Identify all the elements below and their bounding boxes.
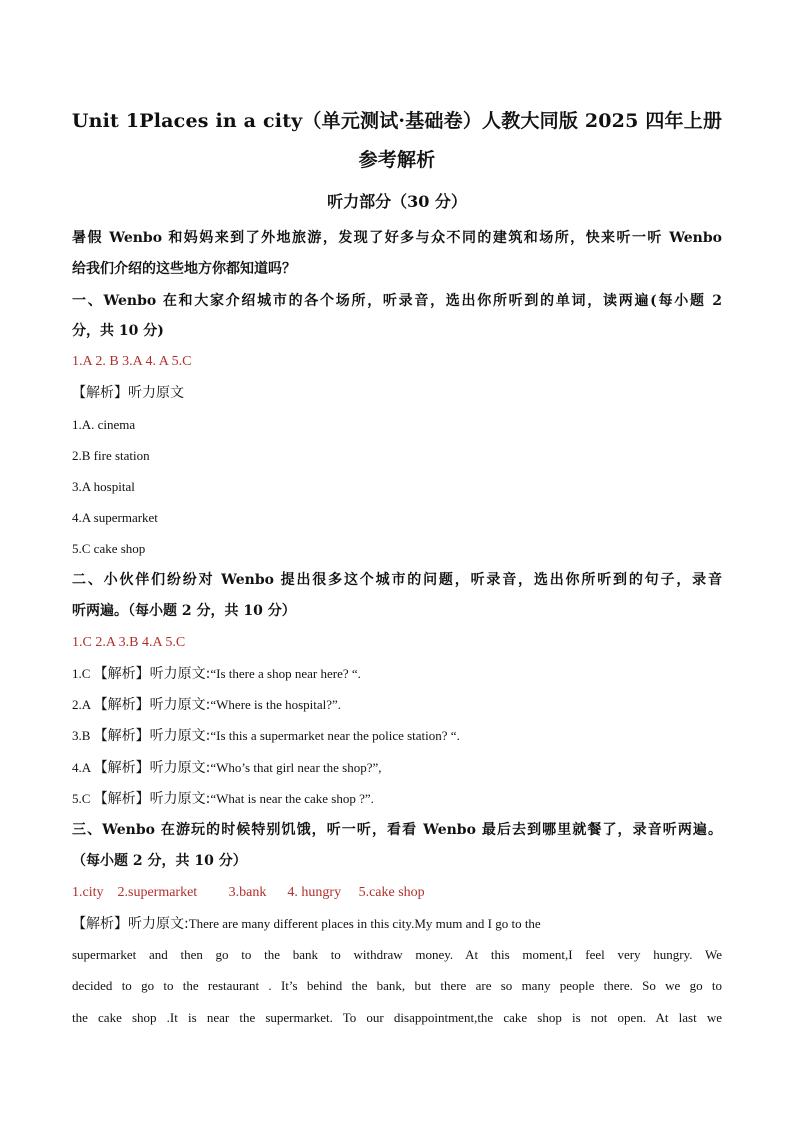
part2-item [72,759,382,777]
part3-answers: 1.city 2.supermarket 3.bank 4. hungry 5.cake shop [72,885,425,900]
document-title: Unit 1Places in a city（单元测试·基础卷）人教大同版 2025 四年上册 [71,110,723,132]
part3-heading-line-1: 三、Wenbo 在游玩的时候特别饥饿，听一听，看看 Wenbo 最后去到哪里就餐了，录音听两遍。 [72,822,722,838]
part2-answers: 1.C 2.A 3.B 4.A 5.C [72,635,186,650]
part1-analysis-label: 【解析】听力原文 [72,385,184,401]
part2-item [72,790,374,808]
part3-passage-line: supermarket and then go to the bank to withdraw money. At this moment,I feel very hungry. We [72,947,722,962]
part2-item-label: 【解析】听力原文: [93,791,211,807]
part1-item: 5.C cake shop [72,541,146,556]
part2-item-number: 2.A [72,697,94,712]
part2-item [72,665,361,683]
part1-item: 3.A hospital [72,479,135,494]
part2-item-text: “Where is the hospital?”. [210,697,342,712]
section-heading: 听力部分（30 分） [327,192,467,211]
part3-passage-text: There are many different places in this city.My mum and I go to the [188,916,541,931]
part2-item-number: 1.C [72,666,94,681]
intro-line-2: 给我们介绍的这些地方你都知道吗？ [72,261,296,277]
part2-item-number: 4.A [72,760,94,775]
part1-item: 4.A supermarket [72,510,158,525]
part1-item: 1.A. cinema [72,417,136,432]
intro-line-1: 暑假 Wenbo 和妈妈来到了外地旅游，发现了好多与众不同的建筑和场所，快来听一听 Wenbo [72,230,722,246]
part2-item-text: “Is there a shop near here? “. [210,666,361,681]
part1-item: 2.B fire station [72,448,150,463]
part1-heading-line-1: 一、Wenbo 在和大家介绍城市的各个场所，听录音，选出你所听到的单词，读两遍(每小题 2 [72,293,722,309]
part2-item [72,727,460,745]
part2-heading-line-2: 听两遍。（每小题 2 分，共 10 分） [72,603,296,619]
part2-item-number: 3.B [72,728,94,743]
part2-heading-line-1: 二、小伙伴们纷纷对 Wenbo 提出很多这个城市的问题，听录音，选出你所听到的句子，录音 [72,572,722,588]
part2-item-text: “Who’s that girl near the shop?”, [210,760,382,775]
part1-heading-line-2: 分，共 10 分) [72,323,164,339]
part3-passage-line: the cake shop .It is near the supermarket. To our disappointment,the cake shop is not open. At last we [72,1010,722,1025]
part2-item-label: 【解析】听力原文: [93,697,211,713]
part2-item-text: “Is this a supermarket near the police station? “. [210,728,460,743]
part2-item [72,696,341,714]
part3-analysis-label: 【解析】听力原文: [72,916,189,932]
part1-answers: 1.A 2. B 3.A 4. A 5.C [72,354,192,369]
part2-item-label: 【解析】听力原文: [93,666,211,682]
part2-item-label: 【解析】听力原文: [93,728,211,744]
part2-item-text: “What is near the cake shop ?”. [210,791,374,806]
part3-passage-line: decided to go to the restaurant . It’s behind the bank, but there are so many people there. So we go to [72,978,722,993]
part2-item-label: 【解析】听力原文: [93,760,211,776]
part3-passage-line [72,915,541,933]
part2-item-number: 5.C [72,791,94,806]
document-subtitle: 参考解析 [358,149,436,171]
part3-heading-line-2: （每小题 2 分，共 10 分） [72,853,247,869]
